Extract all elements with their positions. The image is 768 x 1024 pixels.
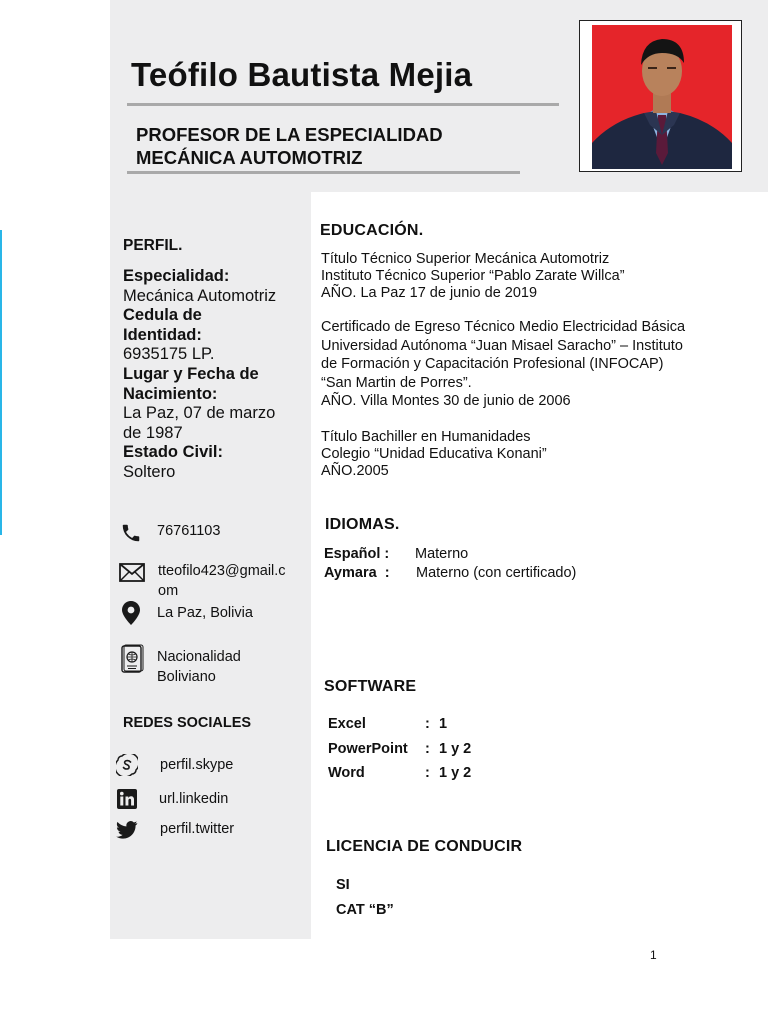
twitter-icon	[116, 821, 138, 839]
linkedin-icon	[117, 789, 137, 809]
cedula-value: 6935175 LP.	[123, 345, 215, 364]
education-line: AÑO. La Paz 17 de junio de 2019	[321, 285, 538, 301]
name-rule	[127, 103, 559, 106]
left-edge-accent	[0, 230, 2, 535]
education-line: Certificado de Egreso Técnico Medio Electricidad Básica	[321, 319, 686, 335]
twitter-link[interactable]: perfil.twitter	[160, 821, 235, 837]
email-line-1: tteofilo423@gmail.c	[158, 563, 286, 579]
passport-icon	[120, 644, 144, 674]
cedula-label-2: Identidad:	[123, 325, 202, 344]
nationality-text	[157, 647, 241, 687]
nacimiento-value-1: La Paz, 07 de marzo	[123, 404, 276, 423]
profile-photo	[592, 25, 732, 169]
mail-icon	[119, 563, 145, 582]
education-line: “San Martin de Porres”.	[321, 374, 472, 391]
estado-civil-value: Soltero	[123, 462, 176, 481]
social-heading: REDES SOCIALES	[123, 715, 252, 731]
education-block-3	[321, 429, 547, 480]
job-title-line-2: MECÁNICA AUTOMOTRIZ	[136, 147, 363, 168]
software-level: 1 y 2	[439, 741, 472, 757]
title-rule	[127, 171, 520, 174]
email-address	[158, 561, 286, 601]
education-heading: EDUCACIÓN.	[320, 222, 424, 239]
education-line: AÑO. Villa Montes 30 de junio de 2006	[321, 393, 571, 410]
software-name: Word	[328, 765, 365, 781]
phone-icon	[120, 522, 142, 544]
education-block-1	[321, 251, 625, 302]
linkedin-link[interactable]: url.linkedin	[159, 791, 229, 807]
location-text: La Paz, Bolivia	[157, 605, 253, 621]
software-heading: SOFTWARE	[324, 678, 417, 695]
profile-photo-frame	[579, 20, 742, 172]
education-line: Universidad Autónoma “Juan Misael Saracho” – Instituto	[321, 337, 683, 354]
license-heading: LICENCIA DE CONDUCIR	[326, 838, 523, 855]
language-level: Materno	[415, 546, 469, 562]
estado-civil-label: Estado Civil:	[123, 443, 223, 462]
software-separator: :	[425, 765, 430, 781]
license-status: SI	[336, 877, 350, 893]
software-level: 1	[439, 716, 448, 732]
especialidad-label: Especialidad:	[123, 267, 230, 285]
software-name: Excel	[328, 716, 366, 732]
education-block-2	[321, 318, 685, 411]
perfil-heading: PERFIL.	[123, 237, 183, 254]
page-number: 1	[650, 948, 657, 962]
education-line: de Formación y Capacitación Profesional (INFOCAP)	[321, 356, 664, 373]
software-level: 1 y 2	[439, 765, 472, 781]
license-category: CAT “B”	[336, 902, 394, 918]
cedula-label-1: Cedula de	[123, 306, 202, 325]
nacimiento-label-1: Lugar y Fecha de	[123, 364, 259, 383]
skype-link[interactable]: perfil.skype	[160, 757, 234, 773]
language-row: Español :	[324, 546, 390, 562]
job-title	[136, 123, 443, 169]
profile-details	[123, 267, 308, 483]
nationality-value: Boliviano	[157, 669, 216, 685]
nacimiento-label-2: Nacimiento:	[123, 384, 218, 403]
language-row: Aymara :	[324, 565, 390, 581]
education-line: AÑO.2005	[321, 463, 389, 479]
nationality-label: Nacionalidad	[157, 649, 241, 665]
education-line: Título Técnico Superior Mecánica Automotriz	[321, 251, 610, 267]
nacimiento-value-2: de 1987	[123, 423, 183, 442]
location-pin-icon	[122, 601, 140, 625]
language-level: Materno (con certificado)	[416, 565, 577, 581]
software-separator: :	[425, 716, 430, 732]
email-line-2: om	[158, 583, 179, 599]
especialidad-value: Mecánica Automotriz	[123, 286, 277, 305]
software-name: PowerPoint	[328, 741, 408, 757]
job-title-line-1: PROFESOR DE LA ESPECIALIDAD	[136, 124, 443, 145]
person-name: Teófilo Bautista Mejia	[131, 56, 473, 93]
education-line: Colegio “Unidad Educativa Konani”	[321, 446, 547, 462]
phone-number: 76761103	[157, 523, 221, 539]
software-separator: :	[425, 741, 430, 757]
education-line: Instituto Técnico Superior “Pablo Zarate Willca”	[321, 268, 625, 284]
languages-heading: IDIOMAS.	[325, 516, 400, 533]
education-line: Título Bachiller en Humanidades	[321, 429, 531, 445]
skype-icon	[116, 754, 138, 776]
